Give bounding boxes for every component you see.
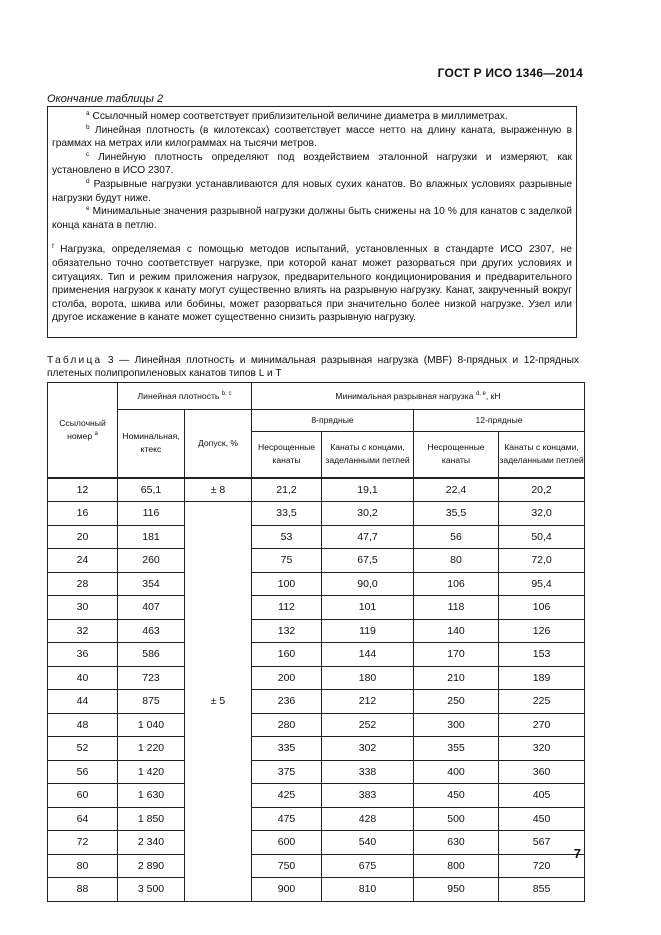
cell-12-unspliced: 630 [414, 831, 499, 855]
cell-8-spliced: 428 [322, 807, 414, 831]
cell-nominal-density: 65,1 [118, 478, 185, 502]
cell-8-spliced: 212 [322, 690, 414, 714]
table-row [48, 502, 585, 526]
cell-ref-number: 36 [48, 643, 118, 667]
cell-12-spliced: 450 [499, 807, 585, 831]
header-min-breaking-force: Минимальная разрывная нагрузка $^{d, e}$, кН [252, 383, 585, 410]
cell-nominal-density: 3 500 [118, 878, 185, 902]
cell-12-unspliced: 250 [414, 690, 499, 714]
cell-8-unspliced: 33,5 [252, 502, 322, 526]
cell-8-spliced: 338 [322, 760, 414, 784]
cell-ref-number: 30 [48, 596, 118, 620]
table-row [48, 549, 585, 573]
cell-nominal-density: 1 040 [118, 713, 185, 737]
cell-8-spliced: 252 [322, 713, 414, 737]
cell-8-unspliced: 375 [252, 760, 322, 784]
cell-nominal-density: 407 [118, 596, 185, 620]
cell-8-unspliced: 750 [252, 854, 322, 878]
cell-8-spliced: 101 [322, 596, 414, 620]
footnote-e: $^e$ Минимальные значения разрывной нагрузки должны быть снижены на 10 % для канатов с заделкой конца каната в петлю. [52, 205, 572, 231]
table-row [48, 478, 585, 502]
page-number: 7 [573, 846, 581, 861]
cell-nominal-density: 1 850 [118, 807, 185, 831]
cell-nominal-density: 181 [118, 525, 185, 549]
cell-tolerance: ± 8 [185, 478, 252, 502]
cell-8-spliced: 540 [322, 831, 414, 855]
table-continuation-label: Окончание таблицы 2 [47, 93, 164, 105]
cell-nominal-density: 260 [118, 549, 185, 573]
cell-12-unspliced: 118 [414, 596, 499, 620]
header-12-spliced: Канаты с концами, заделанными петлей [499, 432, 585, 478]
header-8-strand: 8-прядные [252, 410, 414, 432]
table-row [48, 596, 585, 620]
cell-ref-number: 24 [48, 549, 118, 573]
cell-nominal-density: 463 [118, 619, 185, 643]
cell-8-unspliced: 280 [252, 713, 322, 737]
table-row [48, 525, 585, 549]
cell-12-spliced: 95,4 [499, 572, 585, 596]
cell-nominal-density: 2 340 [118, 831, 185, 855]
cell-8-unspliced: 425 [252, 784, 322, 808]
table-row [48, 619, 585, 643]
cell-8-spliced: 810 [322, 878, 414, 902]
table-row [48, 854, 585, 878]
cell-8-spliced: 119 [322, 619, 414, 643]
cell-nominal-density: 723 [118, 666, 185, 690]
table-row [48, 760, 585, 784]
cell-12-spliced: 189 [499, 666, 585, 690]
cell-12-unspliced: 450 [414, 784, 499, 808]
cell-8-unspliced: 53 [252, 525, 322, 549]
cell-8-unspliced: 200 [252, 666, 322, 690]
cell-12-unspliced: 22,4 [414, 478, 499, 502]
cell-8-unspliced: 900 [252, 878, 322, 902]
footnote-c: $^c$ Линейную плотность определяют под воздействием эталонной нагрузки и измеряют, как установлено в ИСО 2307. [52, 150, 572, 177]
header-12-unspliced: Несрощенные канаты [414, 432, 499, 478]
footnote-b: $^b$ Линейная плотность (в килотексах) соответствует массе нетто на длину каната, выраженную в граммах на метрах или килограммах на тысячи метров. [52, 123, 572, 150]
cell-nominal-density: 116 [118, 502, 185, 526]
cell-ref-number: 32 [48, 619, 118, 643]
cell-ref-number: 12 [48, 478, 118, 502]
cell-ref-number: 64 [48, 807, 118, 831]
header-8-unspliced: Несрощенные канаты [252, 432, 322, 478]
cell-8-spliced: 30,2 [322, 502, 414, 526]
cell-12-spliced: 20,2 [499, 478, 585, 502]
cell-nominal-density: 875 [118, 690, 185, 714]
cell-ref-number: 20 [48, 525, 118, 549]
cell-12-unspliced: 170 [414, 643, 499, 667]
cell-8-spliced: 675 [322, 854, 414, 878]
cell-ref-number: 48 [48, 713, 118, 737]
cell-8-unspliced: 132 [252, 619, 322, 643]
cell-nominal-density: 354 [118, 572, 185, 596]
footnote-d: $^d$ Разрывные нагрузки устанавливаются для новых сухих канатов. Во влажных условиях разрывные нагрузки будут ниже. [52, 177, 572, 204]
cell-12-spliced: 153 [499, 643, 585, 667]
cell-ref-number: 52 [48, 737, 118, 761]
cell-12-unspliced: 800 [414, 854, 499, 878]
cell-8-spliced: 383 [322, 784, 414, 808]
cell-ref-number: 88 [48, 878, 118, 902]
header-ref-number: Ссылочный номер $^a$ [48, 383, 118, 478]
table-row [48, 572, 585, 596]
cell-8-spliced: 144 [322, 643, 414, 667]
cell-12-spliced: 32,0 [499, 502, 585, 526]
cell-8-spliced: 47,7 [322, 525, 414, 549]
table-row [48, 807, 585, 831]
cell-nominal-density: 2 890 [118, 854, 185, 878]
table-row [48, 831, 585, 855]
cell-nominal-density: 1 420 [118, 760, 185, 784]
cell-nominal-density: 586 [118, 643, 185, 667]
cell-12-spliced: 106 [499, 596, 585, 620]
table-row [48, 737, 585, 761]
cell-ref-number: 44 [48, 690, 118, 714]
cell-ref-number: 28 [48, 572, 118, 596]
cell-12-unspliced: 300 [414, 713, 499, 737]
cell-8-unspliced: 75 [252, 549, 322, 573]
cell-12-spliced: 567 [499, 831, 585, 855]
table-footnotes [47, 106, 577, 338]
cell-12-unspliced: 80 [414, 549, 499, 573]
cell-12-unspliced: 950 [414, 878, 499, 902]
cell-12-spliced: 72,0 [499, 549, 585, 573]
table-row [48, 666, 585, 690]
cell-8-unspliced: 236 [252, 690, 322, 714]
cell-nominal-density: 1 630 [118, 784, 185, 808]
rope-specs-table [47, 382, 585, 902]
footnote-a: $^a$ Ссылочный номер соответствует приблизительной величине диаметра в миллиметрах. [86, 110, 508, 122]
cell-8-unspliced: 112 [252, 596, 322, 620]
cell-ref-number: 40 [48, 666, 118, 690]
cell-12-spliced: 405 [499, 784, 585, 808]
cell-8-unspliced: 475 [252, 807, 322, 831]
cell-ref-number: 80 [48, 854, 118, 878]
cell-12-spliced: 225 [499, 690, 585, 714]
cell-8-unspliced: 600 [252, 831, 322, 855]
cell-8-unspliced: 160 [252, 643, 322, 667]
table-row [48, 643, 585, 667]
cell-12-unspliced: 35,5 [414, 502, 499, 526]
cell-12-unspliced: 210 [414, 666, 499, 690]
cell-12-unspliced: 106 [414, 572, 499, 596]
header-12-strand: 12-прядные [414, 410, 585, 432]
footnote-f: $^f$ Нагрузка, определяемая с помощью методов испытаний, установленных в стандарте ИСО 2307, не обязательно точно соответствует нагрузке, при которой канат может разорваться при других условиях и ситуациях. Тип и режим приложения нагрузок, предварительного кондиционирования и предварительного применения нагрузок к канату могут существенно влиять на разрывную нагрузку. Канат, закрученный вокруг столба, ворота, шкива или бобины, может разорваться при значительно более низкой нагрузке. Узел или другое искажение в канате может существенно снизить разрывную нагрузку. [52, 243, 572, 324]
document-header: ГОСТ Р ИСО 1346—2014 [437, 66, 583, 80]
cell-12-spliced: 855 [499, 878, 585, 902]
cell-8-unspliced: 100 [252, 572, 322, 596]
cell-ref-number: 16 [48, 502, 118, 526]
table-row [48, 878, 585, 902]
cell-12-unspliced: 500 [414, 807, 499, 831]
cell-ref-number: 56 [48, 760, 118, 784]
header-nominal: Номинальная, ктекс [118, 410, 185, 478]
cell-8-unspliced: 21,2 [252, 478, 322, 502]
cell-12-spliced: 360 [499, 760, 585, 784]
cell-ref-number: 72 [48, 831, 118, 855]
cell-8-spliced: 90,0 [322, 572, 414, 596]
cell-12-spliced: 50,4 [499, 525, 585, 549]
cell-12-unspliced: 355 [414, 737, 499, 761]
header-8-spliced: Канаты с концами, заделанными петлей [322, 432, 414, 478]
table-row [48, 784, 585, 808]
cell-ref-number: 60 [48, 784, 118, 808]
cell-12-unspliced: 400 [414, 760, 499, 784]
cell-12-unspliced: 56 [414, 525, 499, 549]
table-row [48, 690, 585, 714]
cell-8-spliced: 180 [322, 666, 414, 690]
header-tolerance: Допуск, % [185, 410, 252, 478]
cell-12-spliced: 270 [499, 713, 585, 737]
cell-8-spliced: 19,1 [322, 478, 414, 502]
cell-8-spliced: 302 [322, 737, 414, 761]
cell-8-unspliced: 335 [252, 737, 322, 761]
cell-nominal-density: 1 220 [118, 737, 185, 761]
cell-8-spliced: 67,5 [322, 549, 414, 573]
cell-12-unspliced: 140 [414, 619, 499, 643]
cell-12-spliced: 126 [499, 619, 585, 643]
table-row [48, 713, 585, 737]
table-caption: Таблица 3 — Линейная плотность и минимальная разрывная нагрузка (MBF) 8-прядных и 12-прядных плетеных полипропиленовых канатов типов L и T [47, 355, 579, 379]
cell-12-spliced: 720 [499, 854, 585, 878]
header-linear-density: Линейная плотность $^{b, c}$ [118, 383, 252, 410]
cell-tolerance: ± 5 [185, 502, 252, 902]
cell-12-spliced: 320 [499, 737, 585, 761]
